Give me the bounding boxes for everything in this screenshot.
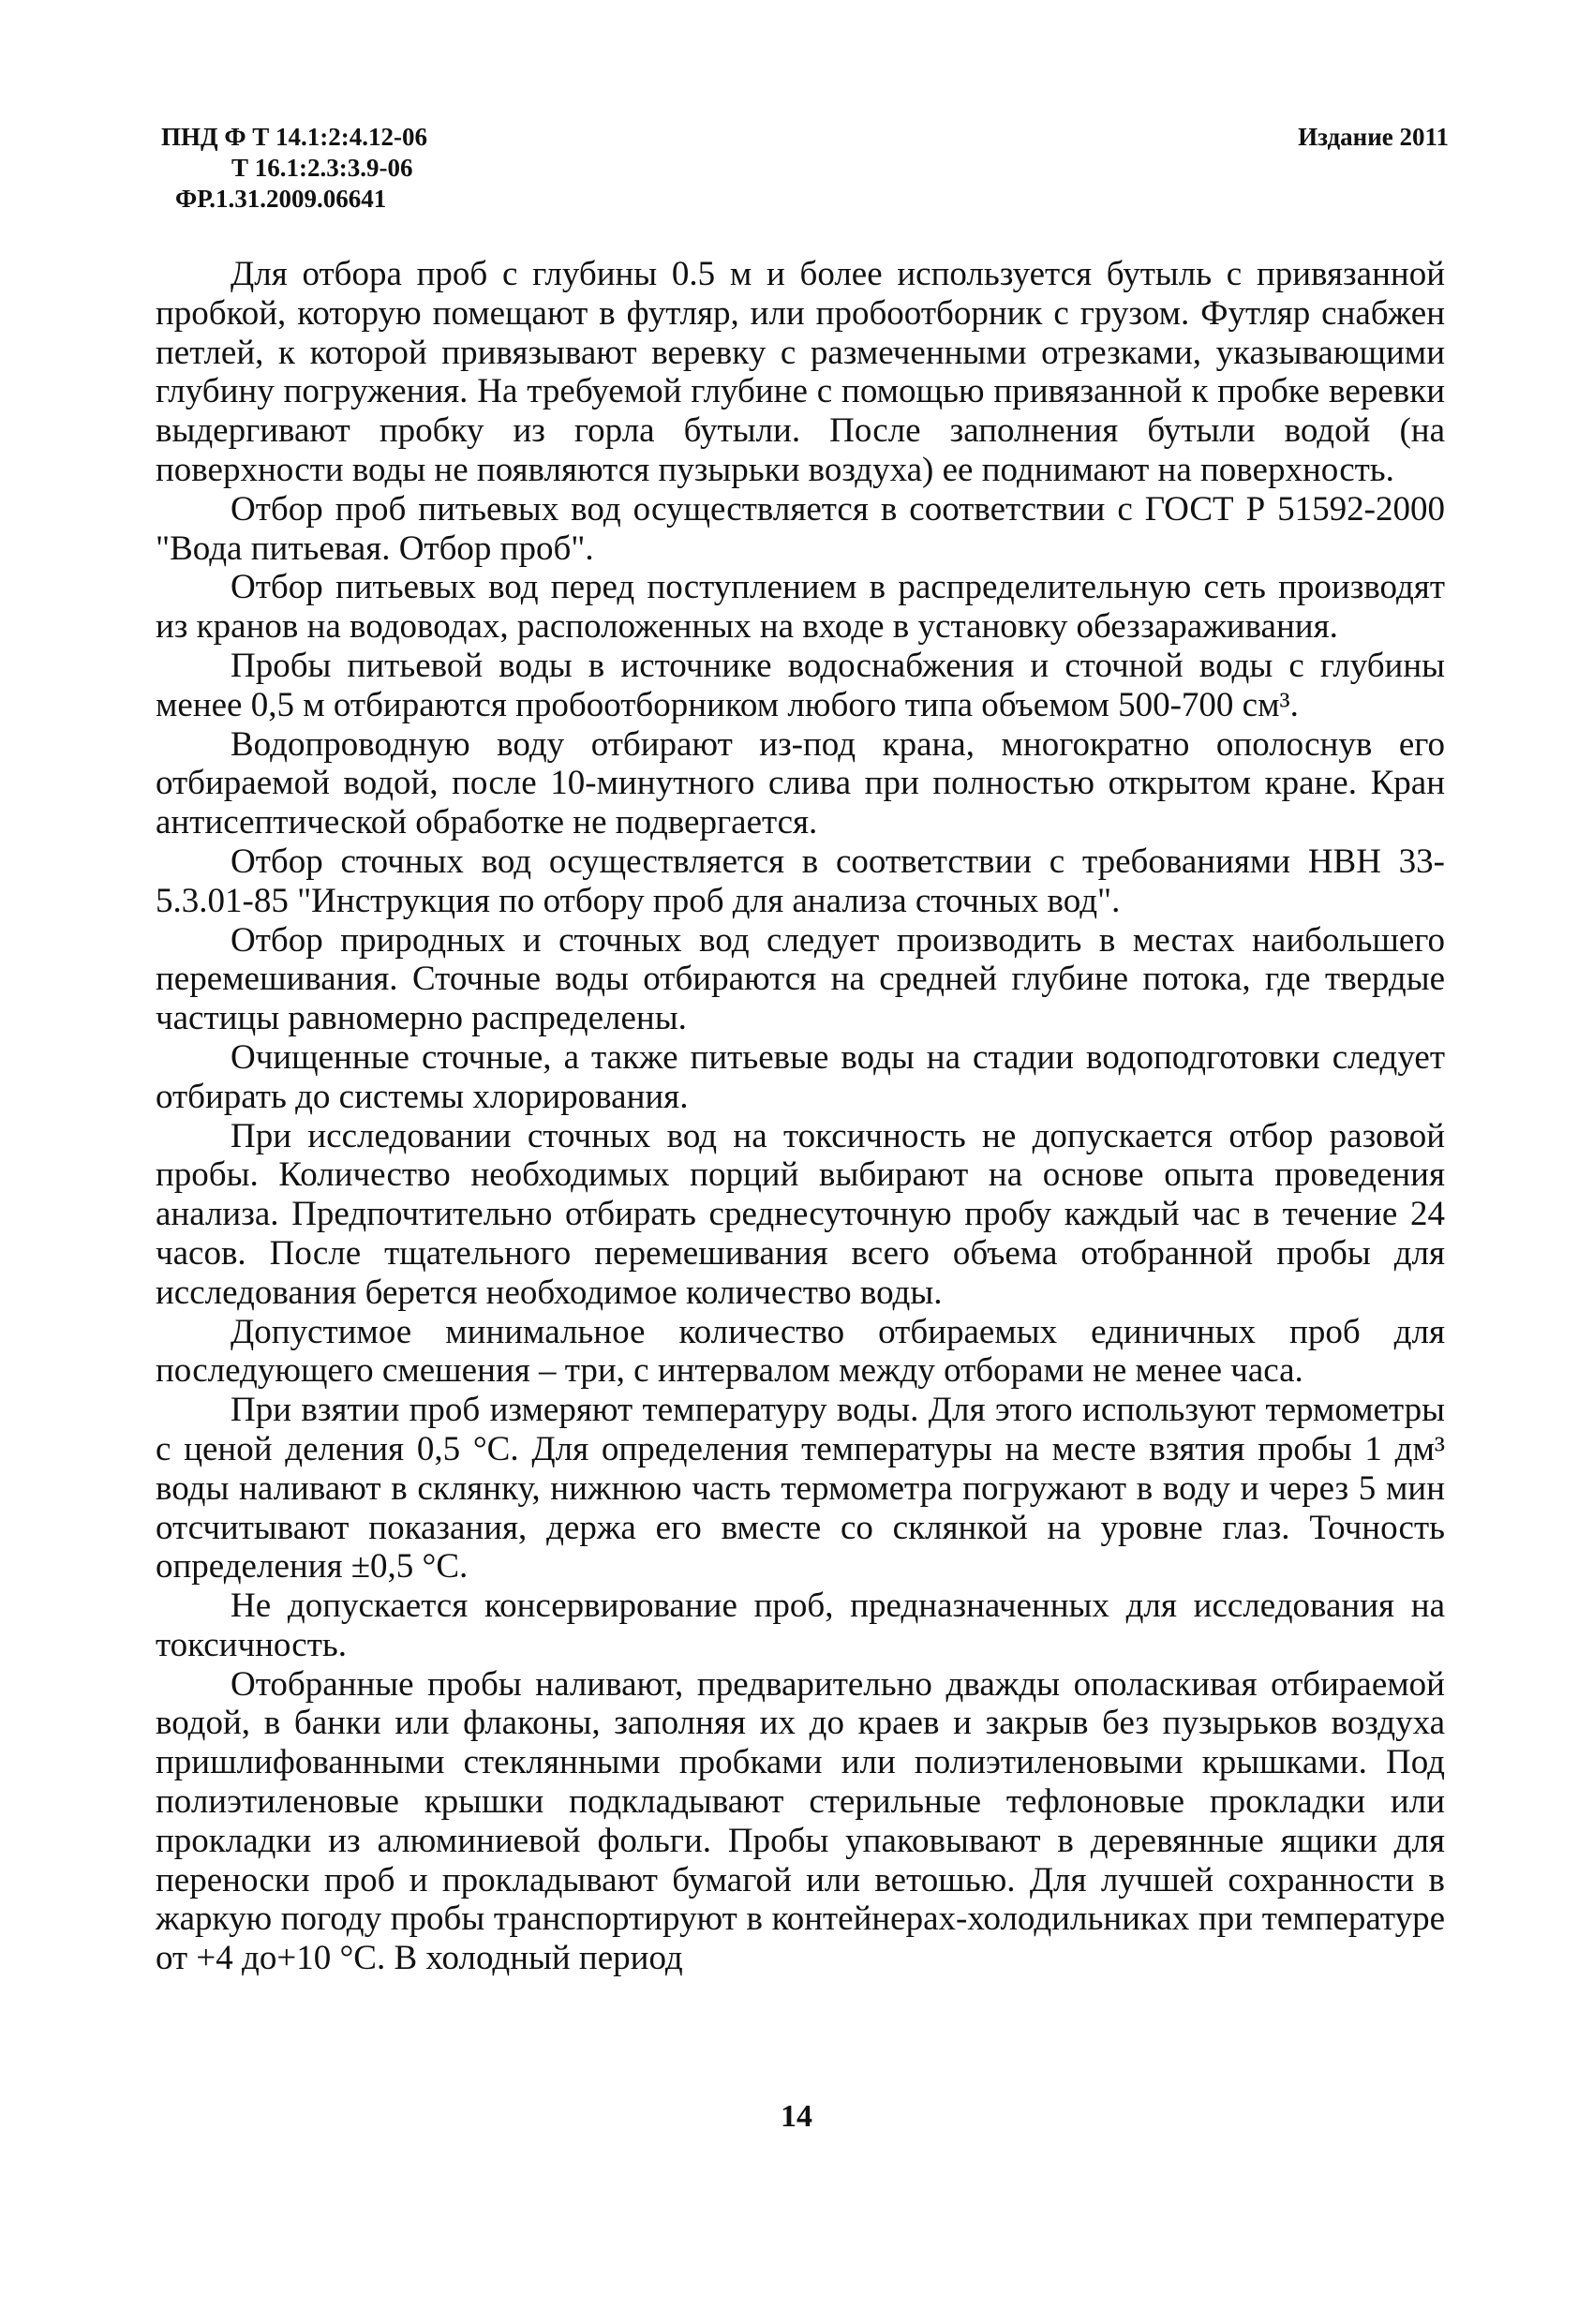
body-text [156,255,1445,1978]
document-code-line-2: Т 16.1:2.3:3.9-06 [231,154,413,182]
paragraph: Не допускается консервирование проб, предназначенных для исследования на токсичность. [156,1587,1445,1664]
page-number: 14 [781,2099,812,2134]
paragraph: Очищенные сточные, а также питьевые воды на стадии водоподготовки следует отбирать до системы хлорирования. [156,1037,1445,1116]
paragraph: Допустимое минимальное количество отбираемых единичных проб для последующего смешения – три, с интервалом между отборами не менее часа. [156,1312,1445,1391]
edition-label: Издание 2011 [1298,123,1449,151]
paragraph: Водопроводную воду отбирают из-под крана, многократно ополоснув его отбираемой водой, после 10-минутного слива при полностью открытом кране. Кран антисептической обработке не подвергается. [156,724,1445,842]
paragraph: Отбор сточных вод осуществляется в соответствии с требованиями НВН 33-5.3.01-85 "Инструкция по отбору проб для анализа сточных вод". [156,842,1445,920]
document-registration-number: ФР.1.31.2009.06641 [175,185,387,213]
paragraph: При взятии проб измеряют температуру воды. Для этого используют термометры с ценой деления 0,5 °С. Для определения температуры на месте взятия пробы 1 дм³ воды наливают в склянку, нижнюю часть термометра погружают в воду и через 5 мин отсчитывают показания, держа его вместе со склянкой на уровне глаз. Точность определения ±0,5 °С. [156,1391,1445,1587]
paragraph: Отбор проб питьевых вод осуществляется в соответствии с ГОСТ Р 51592-2000 "Вода питьевая. Отбор проб". [156,489,1445,568]
document-codes [161,122,427,215]
paragraph: Пробы питьевой воды в источнике водоснабжения и сточной воды с глубины менее 0,5 м отбираются пробоотборником любого типа объемом 500-700 см³. [156,646,1445,724]
paragraph: Отобранные пробы наливают, предварительно дважды ополаскивая отбираемой водой, в банки или флаконы, заполняя их до краев и закрыв без пузырьков воздуха пришлифованными стеклянными пробками или полиэтиленовыми крышками. Под полиэтиленовые крышки подкладывают стерильные тефлоновые прокладки или прокладки из алюминиевой фольги. Пробы упаковывают в деревянные ящики для переноски проб и прокладывают бумагой или ветошью. Для лучшей сохранности в жаркую погоду пробы транспортируют в контейнерах-холодильниках при температуре от +4 до+10 °С. В холодный период [156,1664,1445,1978]
paragraph: Отбор природных и сточных вод следует производить в местах наибольшего перемешивания. Сточные воды отбираются на средней глубине потока, где твердые частицы равномерно распределены. [156,920,1445,1038]
page-header [0,122,1593,225]
paragraph: Для отбора проб с глубины 0.5 м и более используется бутыль с привязанной пробкой, которую помещают в футляр, или пробоотборник с грузом. Футляр снабжен петлей, к которой привязывают веревку с размеченными отрезками, указывающими глубину погружения. На требуемой глубине с помощью привязанной к пробке веревки выдергивают пробку из горла бутыли. После заполнения бутыли водой (на поверхности воды не появляются пузырьки воздуха) ее поднимают на поверхность. [156,255,1445,489]
document-code-line-1: ПНД Ф Т 14.1:2:4.12-06 [161,123,428,151]
paragraph: При исследовании сточных вод на токсичность не допускается отбор разовой пробы. Количество необходимых порций выбирают на основе опыта проведения анализа. Предпочтительно отбирать среднесуточную пробу каждый час в течение 24 часов. После тщательного перемешивания всего объема отобранной пробы для исследования берется необходимое количество воды. [156,1116,1445,1312]
paragraph: Отбор питьевых вод перед поступлением в распределительную сеть производят из кранов на водоводах, расположенных на входе в установку обеззараживания. [156,568,1445,647]
